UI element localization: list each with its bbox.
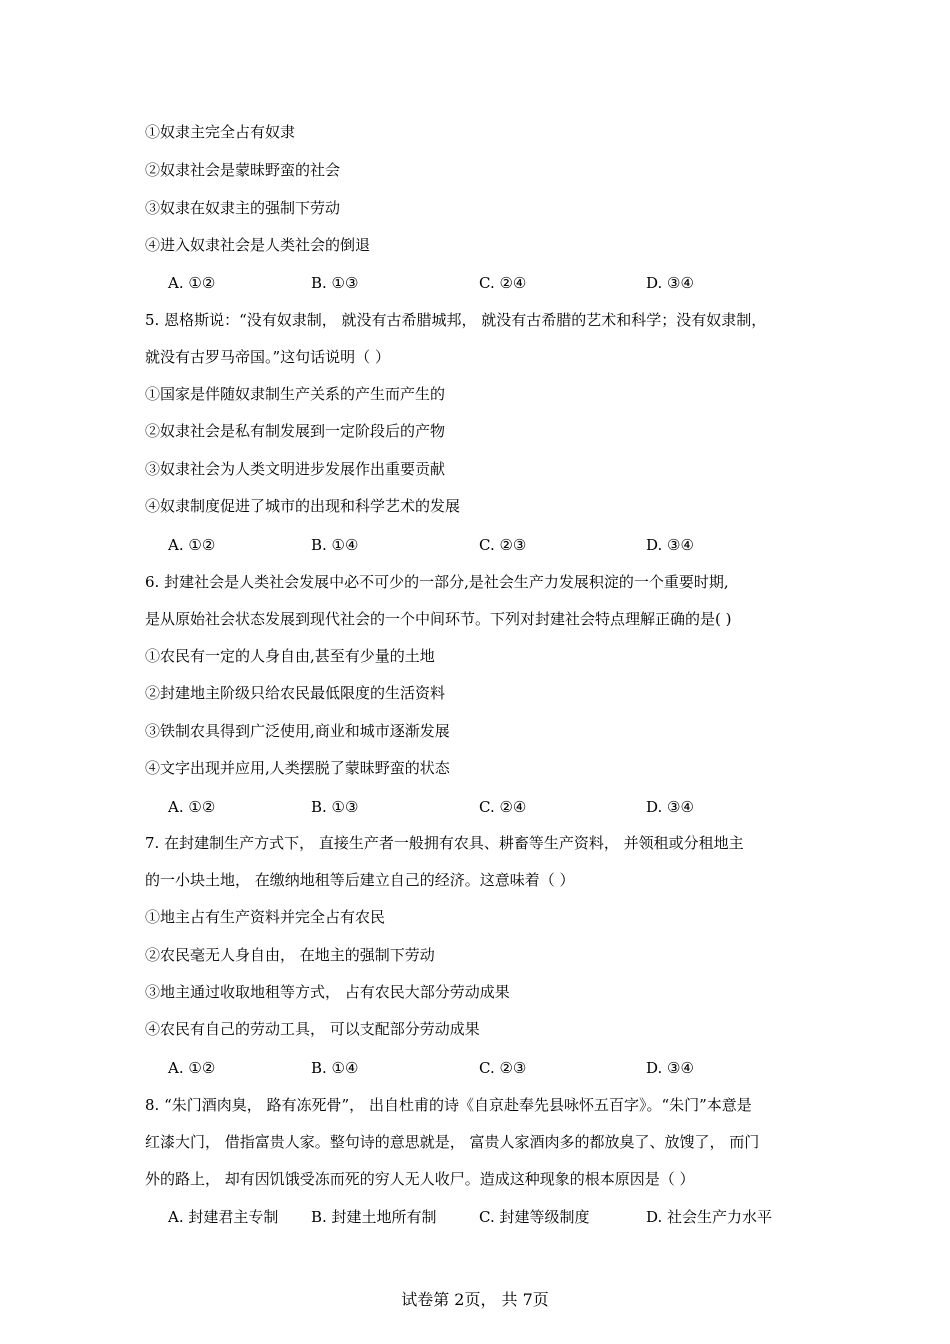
q6-item-3: ③铁制农具得到广泛使用,商业和城市逐渐发展 — [145, 722, 450, 740]
q8-stem-line-2: 红漆大门， 借指富贵人家。整句诗的意思就是， 富贵人家酒肉多的都放臭了、放馊了， 而门 — [145, 1133, 760, 1151]
q8-stem-line-1: 8. “朱门酒肉臭， 路有冻死骨”， 出自杜甫的诗《自京赴奉先县咏怀五百字》。“朱门”本意是 — [145, 1096, 752, 1114]
q8-stem-line-3: 外的路上， 却有因饥饿受冻而死的穷人无人收尸。造成这种现象的根本原因是（ ） — [145, 1170, 695, 1188]
q7-option-b: B. ①④ — [311, 1059, 359, 1077]
q6-option-d: D. ③④ — [646, 798, 694, 816]
q7-item-4: ④农民有自己的劳动工具， 可以支配部分劳动成果 — [145, 1020, 480, 1038]
q6-item-2: ②封建地主阶级只给农民最低限度的生活资料 — [145, 684, 446, 702]
q8-option-c: C. 封建等级制度 — [479, 1208, 590, 1226]
q5-option-c: C. ②③ — [479, 536, 527, 554]
q6-option-a: A. ①② — [168, 798, 216, 816]
q6-stem-line-1: 6. 封建社会是人类社会发展中必不可少的一部分,是社会生产力发展积淀的一个重要时期, — [145, 573, 729, 591]
q6-option-b: B. ①③ — [311, 798, 359, 816]
q4-option-d: D. ③④ — [646, 274, 694, 292]
q5-option-d: D. ③④ — [646, 536, 694, 554]
q4-item-2: ②奴隶社会是蒙昧野蛮的社会 — [145, 161, 341, 179]
q5-option-a: A. ①② — [168, 536, 216, 554]
q4-option-b: B. ①③ — [311, 274, 359, 292]
q4-option-a: A. ①② — [168, 274, 216, 292]
q5-item-1: ①国家是伴随奴隶制生产关系的产生而产生的 — [145, 385, 446, 403]
q4-item-1: ①奴隶主完全占有奴隶 — [145, 123, 296, 141]
q8-option-d: D. 社会生产力水平 — [646, 1208, 773, 1226]
q4-item-4: ④进入奴隶社会是人类社会的倒退 — [145, 236, 371, 254]
q5-stem-line-1: 5. 恩格斯说：“没有奴隶制， 就没有古希腊城邦， 就没有古希腊的艺术和科学；没有奴隶制， — [145, 311, 767, 329]
q4-item-3: ③奴隶在奴隶主的强制下劳动 — [145, 199, 341, 217]
q7-option-a: A. ①② — [168, 1059, 216, 1077]
q7-item-3: ③地主通过收取地租等方式， 占有农民大部分劳动成果 — [145, 983, 510, 1001]
q5-item-3: ③奴隶社会为人类文明进步发展作出重要贡献 — [145, 460, 446, 478]
q6-item-4: ④文字出现并应用,人类摆脱了蒙昧野蛮的状态 — [145, 759, 450, 777]
q8-option-a: A. 封建君主专制 — [168, 1208, 279, 1226]
q7-item-1: ①地主占有生产资料并完全占有农民 — [145, 908, 386, 926]
q6-item-1: ①农民有一定的人身自由,甚至有少量的土地 — [145, 647, 435, 665]
q4-option-c: C. ②④ — [479, 274, 527, 292]
q8-option-b: B. 封建土地所有制 — [311, 1208, 437, 1226]
q5-stem-line-2: 就没有古罗马帝国。”这句话说明（ ） — [145, 348, 390, 366]
q5-option-b: B. ①④ — [311, 536, 359, 554]
q6-option-c: C. ②④ — [479, 798, 527, 816]
q7-stem-line-2: 的一小块土地， 在缴纳地租等后建立自己的经济。这意味着（ ） — [145, 871, 575, 889]
q7-option-d: D. ③④ — [646, 1059, 694, 1077]
q6-stem-line-2: 是从原始社会状态发展到现代社会的一个中间环节。下列对封建社会特点理解正确的是( ) — [145, 610, 732, 628]
q7-stem-line-1: 7. 在封建制生产方式下， 直接生产者一般拥有农具、耕畜等生产资料， 并领租或分租地主 — [145, 834, 744, 852]
page-footer: 试卷第 2页， 共 7页 — [401, 1290, 549, 1309]
q5-item-4: ④奴隶制度促进了城市的出现和科学艺术的发展 — [145, 497, 461, 515]
q7-item-2: ②农民毫无人身自由， 在地主的强制下劳动 — [145, 946, 435, 964]
q5-item-2: ②奴隶社会是私有制发展到一定阶段后的产物 — [145, 422, 446, 440]
q7-option-c: C. ②③ — [479, 1059, 527, 1077]
